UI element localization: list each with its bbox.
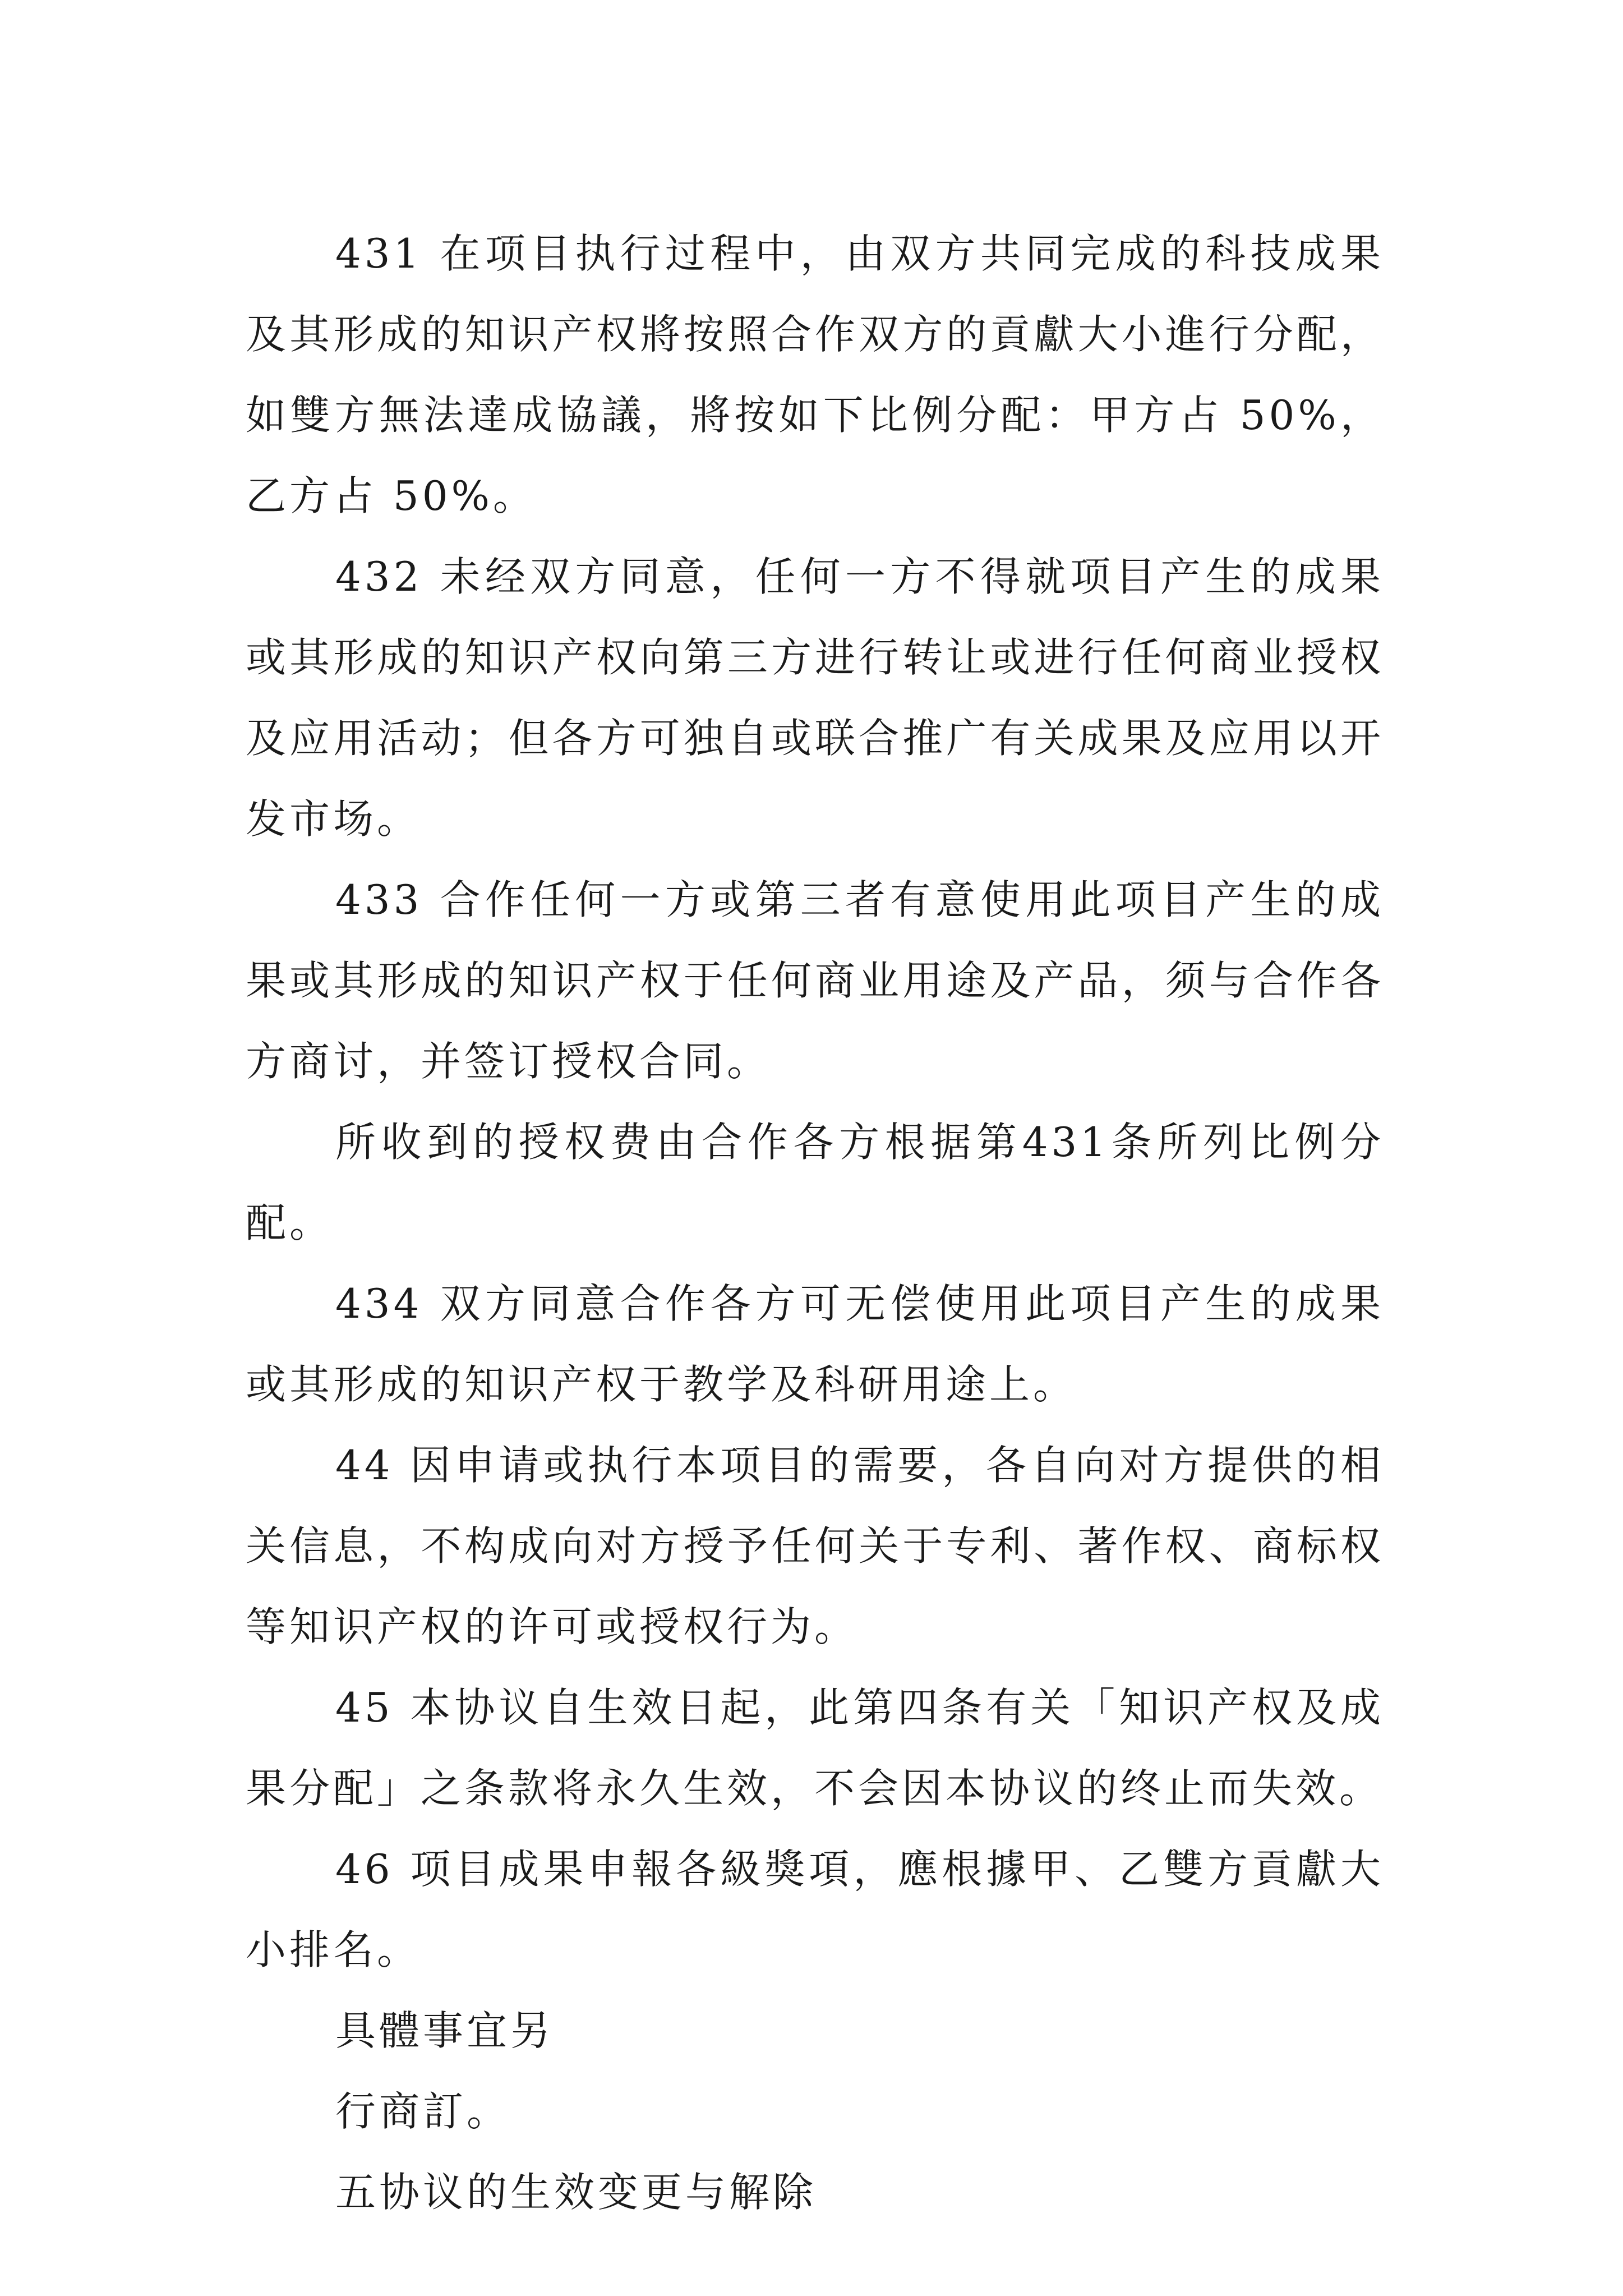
clause-433: 433 合作任何一方或第三者有意使用此项目产生的成果或其形成的知识产权于任何商业用途及产品，须与合作各方商讨，并签订授权合同。 (246, 876, 1384, 1085)
section-heading-5: 五协议的生效变更与解除 (335, 2169, 817, 2216)
detail-line-2: 行商訂。 (335, 2088, 511, 2135)
document-body (246, 213, 1384, 2233)
clause-44: 44 因申请或执行本项目的需要，各自向对方提供的相关信息，不构成向对方授予任何关于专利、著作权、商标权等知识产权的许可或授权行为。 (246, 1442, 1384, 1650)
clause-431: 431 在项目执行过程中，由双方共同完成的科技成果及其形成的知识产权將按照合作双方的貢獻大小進行分配，如雙方無法達成協議，將按如下比例分配：甲方占 50%，乙方占 50%。 (246, 230, 1384, 519)
clause-433-fee-note: 所收到的授权费由合作各方根据第431条所列比例分配。 (246, 1119, 1384, 1246)
clause-45: 45 本协议自生效日起，此第四条有关「知识产权及成果分配」之条款将永久生效，不会因本协议的终止而失效。 (246, 1684, 1384, 1812)
clause-432: 432 未经双方同意，任何一方不得就项目产生的成果或其形成的知识产权向第三方进行转让或进行任何商业授权及应用活动；但各方可独自或联合推广有关成果及应用以开发市场。 (246, 553, 1384, 843)
clause-46: 46 项目成果申報各級獎項，應根據甲、乙雙方貢獻大小排名。 (246, 1846, 1384, 1973)
detail-line-1: 具體事宜另 (335, 2007, 555, 2054)
clause-434: 434 双方同意合作各方可无偿使用此项目产生的成果或其形成的知识产权于教学及科研用途上。 (246, 1280, 1384, 1408)
